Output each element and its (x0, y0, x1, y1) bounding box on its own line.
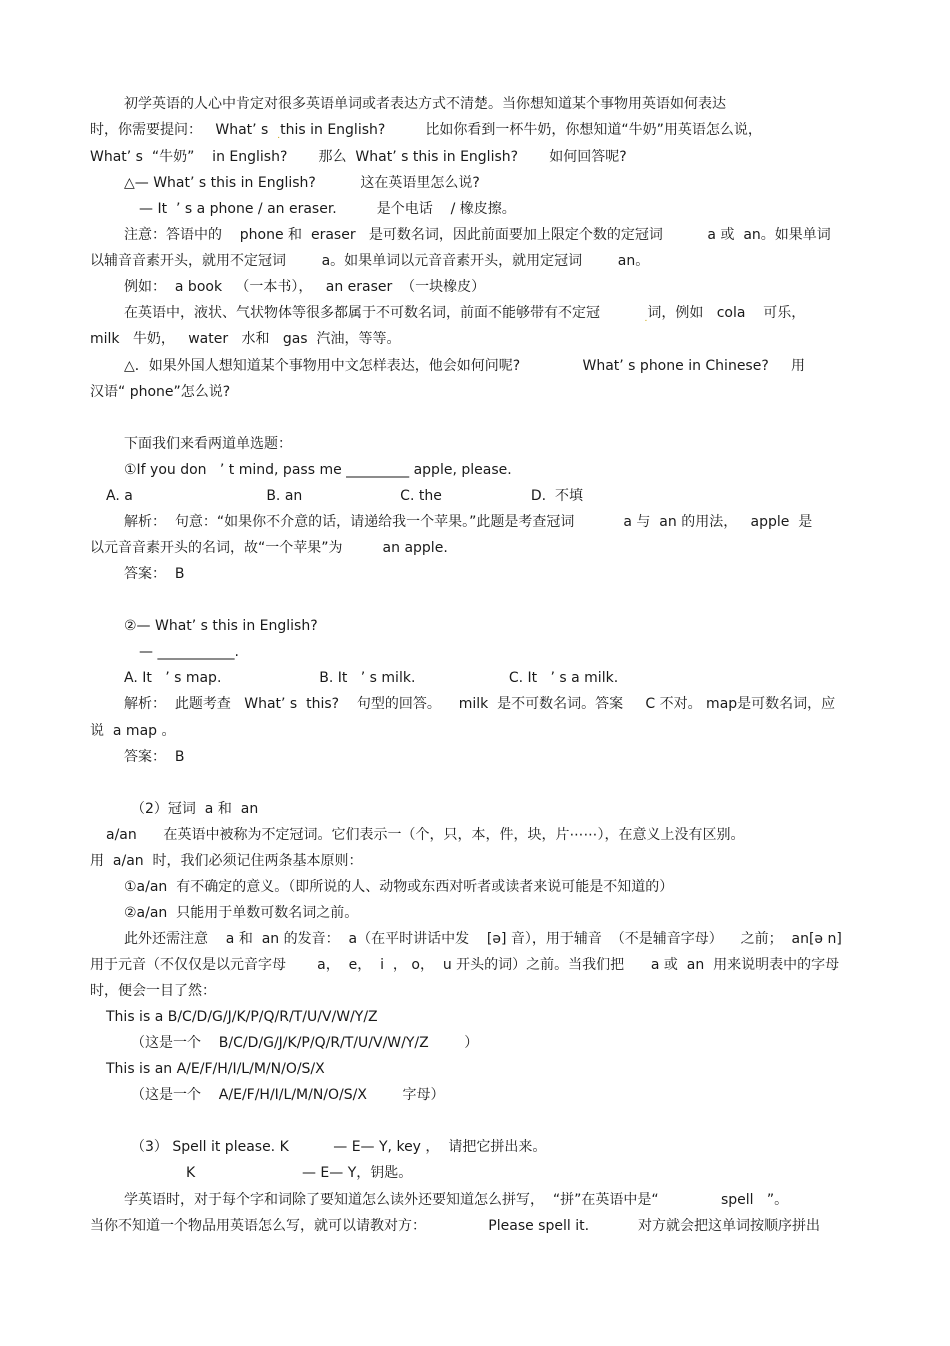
text-mark: . (644, 313, 648, 324)
text-mark: . (277, 130, 281, 141)
text-line-10: milk 牛奶， water 水和 gas 汽油，等等。 (90, 331, 401, 347)
section-2-heading: （2）冠词 a 和 an (131, 801, 259, 817)
example-consonants: This is a B/C/D/G/J/K/P/Q/R/T/U/V/W/Y/Z (106, 1009, 378, 1025)
question-1-analysis: 解析： 句意：“如果你不介意的话，请递给我一个苹果。”此题是考查冠词 a 与 an 的用法， apple 是 (124, 514, 813, 530)
text-line-32: 时，便会一目了然： (90, 983, 216, 999)
question-2-analysis-cont: 说 a map 。 (90, 723, 176, 739)
question-1: ①If you don ’ t mind, pass me _________ apple, please. (124, 462, 512, 478)
text-line-5: — It ’ s a phone / an eraser. 是个电话 / 橡皮擦。 (139, 201, 516, 217)
text-line-31: 用于元音（不仅仅是以元音字母 a， e， i ， o， u 开头的词）之前。当我们把 a 或 an 用来说明表中的字母 (90, 957, 840, 973)
text-line-11: △．如果外国人想知道某个事物用中文怎样表达，他会如何问呢? What’ s phone in Chinese? 用 (124, 358, 806, 374)
text-line-9-b: 词，例如 cola 可乐， (647, 305, 806, 321)
text-line-9-a: 在英语中，液状、气状物体等很多都属于不可数名词，前面不能够带有不定冠 (124, 305, 645, 321)
text-line-9 (124, 304, 805, 328)
text-line-4: △— What’ s this in English? 这在英语里怎么说? (124, 175, 480, 191)
text-line-1: 初学英语的人心中肯定对很多英语单词或者表达方式不清楚。当你想知道某个事物用英语如何表达 (124, 96, 726, 112)
question-1-analysis-cont: 以元音音素开头的名词，故“一个苹果”为 an apple. (90, 540, 448, 556)
text-line-38: K — E— Y，钥匙。 (186, 1165, 413, 1181)
question-2: ②— What’ s this in English? (124, 618, 318, 634)
text-line-6: 注意：答语中的 phone 和 eraser 是可数名词，因此前面要加上限定个数的定冠词 a 或 an。如果单词 (124, 227, 831, 243)
text-line-8: 例如： a book （一本书）， an eraser （一块橡皮） (124, 279, 486, 295)
question-2-blank: — ___________. (139, 644, 239, 660)
text-line-39: 学英语时，对于每个字和词除了要知道怎么读外还要知道怎么拼写， “拼”在英语中是“ spell ”。 (124, 1192, 789, 1208)
text-line-2 (90, 121, 762, 145)
text-line-3: What’ s “牛奶” in English? 那么 What’ s this in English? 如何回答呢? (90, 149, 627, 165)
question-1-options: A. a B. an C. the D. 不填 (106, 488, 583, 504)
text-line-30: 此外还需注意 a 和 an 的发音： a（在平时讲话中发 [ə] 音），用于辅音 （不是辅音字母） 之前； an[ə n] (124, 931, 842, 947)
text-line-12: 汉语“ phone”怎么说? (90, 384, 231, 400)
text-line-40: 当你不知道一个物品用英语怎么写，就可以请教对方： Please spell it. 对方就会把这单词按顺序拼出 (90, 1218, 820, 1234)
example-vowels-translation: （这是一个 A/E/F/H/I/L/M/N/O/S/X 字母） (131, 1087, 445, 1103)
text-line-2-a: 时，你需要提问： What’ s (90, 122, 278, 138)
text-line-2-b: this in English? 比如你看到一杯牛奶，你想知道“牛奶”用英语怎么说， (280, 122, 762, 138)
question-2-analysis: 解析： 此题考查 What’ s this? 句型的回答。 milk 是不可数名词。答案 C 不对。 map是可数名词，应 (124, 696, 836, 712)
question-1-answer: 答案： B (124, 566, 185, 582)
text-line-13: 下面我们来看两道单选题： (124, 436, 292, 452)
text-line-7: 以辅音音素开头，就用不定冠词 a。如果单词以元音音素开头，就用定冠词 an。 (90, 253, 650, 269)
example-vowels: This is an A/E/F/H/I/L/M/N/O/S/X (106, 1061, 325, 1077)
question-2-options: A. It ’ s map. B. It ’ s milk. C. It ’ s a milk. (124, 670, 619, 686)
question-2-answer: 答案： B (124, 749, 185, 765)
text-line-29: ②a/an 只能用于单数可数名词之前。 (124, 905, 359, 921)
example-consonants-translation: （这是一个 B/C/D/G/J/K/P/Q/R/T/U/V/W/Y/Z ） (131, 1035, 479, 1051)
text-line-27: 用 a/an 时，我们必须记住两条基本原则： (90, 853, 363, 869)
text-line-28: ①a/an 有不确定的意义。（即所说的人、动物或东西对听者或读者来说可能是不知道的） (124, 879, 674, 895)
section-3-heading: （3） Spell it please. K — E— Y, key ， 请把它拼出来。 (131, 1139, 547, 1155)
text-line-26: a/an 在英语中被称为不定冠词。它们表示一（个，只，本，件，块，片⋯⋯），在意义上没有区别。 (106, 827, 745, 843)
